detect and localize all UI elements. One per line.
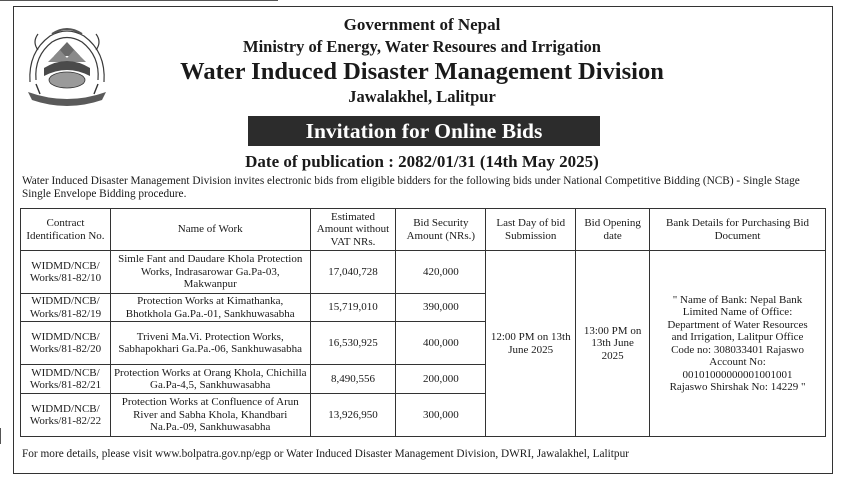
contract-id: WIDMD/NCB/ Works/81-82/22 [21,394,111,437]
bid-security: 400,000 [396,322,486,365]
division-heading: Water Induced Disaster Management Division [180,58,664,85]
government-heading: Government of Nepal [343,15,501,34]
table-header-row [21,209,826,251]
col-bank-details: Bank Details for Purchasing Bid Document [650,209,826,251]
bid-security: 390,000 [396,294,486,322]
contract-id: WIDMD/NCB/ Works/81-82/21 [21,365,111,394]
work-name: Protection Works at Orang Khola, Chichilla Ga.Pa-4,5, Sankhuwasabha [110,365,310,394]
left-edge-mark [0,428,1,444]
footer-note: For more details, please visit www.bolpatra.gov.np/egp or Water Induced Disaster Management Division, DWRI, Jawalakhel, Lalitpur [22,448,629,460]
bids-table [20,208,826,437]
opening-date-cell: 13:00 PM on 13th June 2025 [576,251,650,437]
col-opening-date: Bid Opening date [576,209,650,251]
estimated-amount: 13,926,950 [310,394,396,437]
location-heading: Jawalakhel, Lalitpur [348,87,496,106]
estimated-amount: 8,490,556 [310,365,396,394]
col-name-of-work: Name of Work [110,209,310,251]
bid-security: 200,000 [396,365,486,394]
bid-security: 420,000 [396,251,486,294]
contract-id: WIDMD/NCB/ Works/81-82/10 [21,251,111,294]
notice-title-banner: Invitation for Online Bids [248,116,600,146]
work-name: Triveni Ma.Vi. Protection Works, Sabhapokhari Ga.Pa.-06, Sankhuwasabha [110,322,310,365]
estimated-amount: 15,719,010 [310,294,396,322]
work-name: Protection Works at Kimathanka, Bhotkhola Ga.Pa.-01, Sankhuwasabha [110,294,310,322]
col-contract-id: Contract Identification No. [21,209,111,251]
table-row [21,251,826,294]
intro-paragraph: Water Induced Disaster Management Division invites electronic bids from eligible bidders for the following bids under National Competitive Bidding (NCB) - Single Stage Single Envelope Bidding procedure. [22,175,800,200]
estimated-amount: 16,530,925 [310,322,396,365]
top-rule [0,0,278,1]
last-day-cell: 12:00 PM on 13th June 2025 [486,251,576,437]
bid-security: 300,000 [396,394,486,437]
work-name: Protection Works at Confluence of Arun River and Sabha Khola, Khandbari Na.Pa.-09, Sankhuwasabha [110,394,310,437]
work-name: Simle Fant and Daudare Khola Protection Works, Indrasarowar Ga.Pa-03, Makwanpur [110,251,310,294]
estimated-amount: 17,040,728 [310,251,396,294]
publication-date: Date of publication : 2082/01/31 (14th May 2025) [245,152,599,171]
contract-id: WIDMD/NCB/ Works/81-82/20 [21,322,111,365]
col-bid-security: Bid Security Amount (NRs.) [396,209,486,251]
ministry-heading: Ministry of Energy, Water Resoures and Irrigation [243,37,601,56]
contract-id: WIDMD/NCB/ Works/81-82/19 [21,294,111,322]
bank-details-cell: " Name of Bank: Nepal Bank Limited Name of Office: Department of Water Resources and Irrigation, Lalitpur Office Code no: 308033401 Rajaswo Account No: 00101000000001001001 Rajaswo Shirshak No: 14229 " [650,251,826,437]
col-estimated-amount: Estimated Amount without VAT NRs. [310,209,396,251]
col-last-day: Last Day of bid Submission [486,209,576,251]
